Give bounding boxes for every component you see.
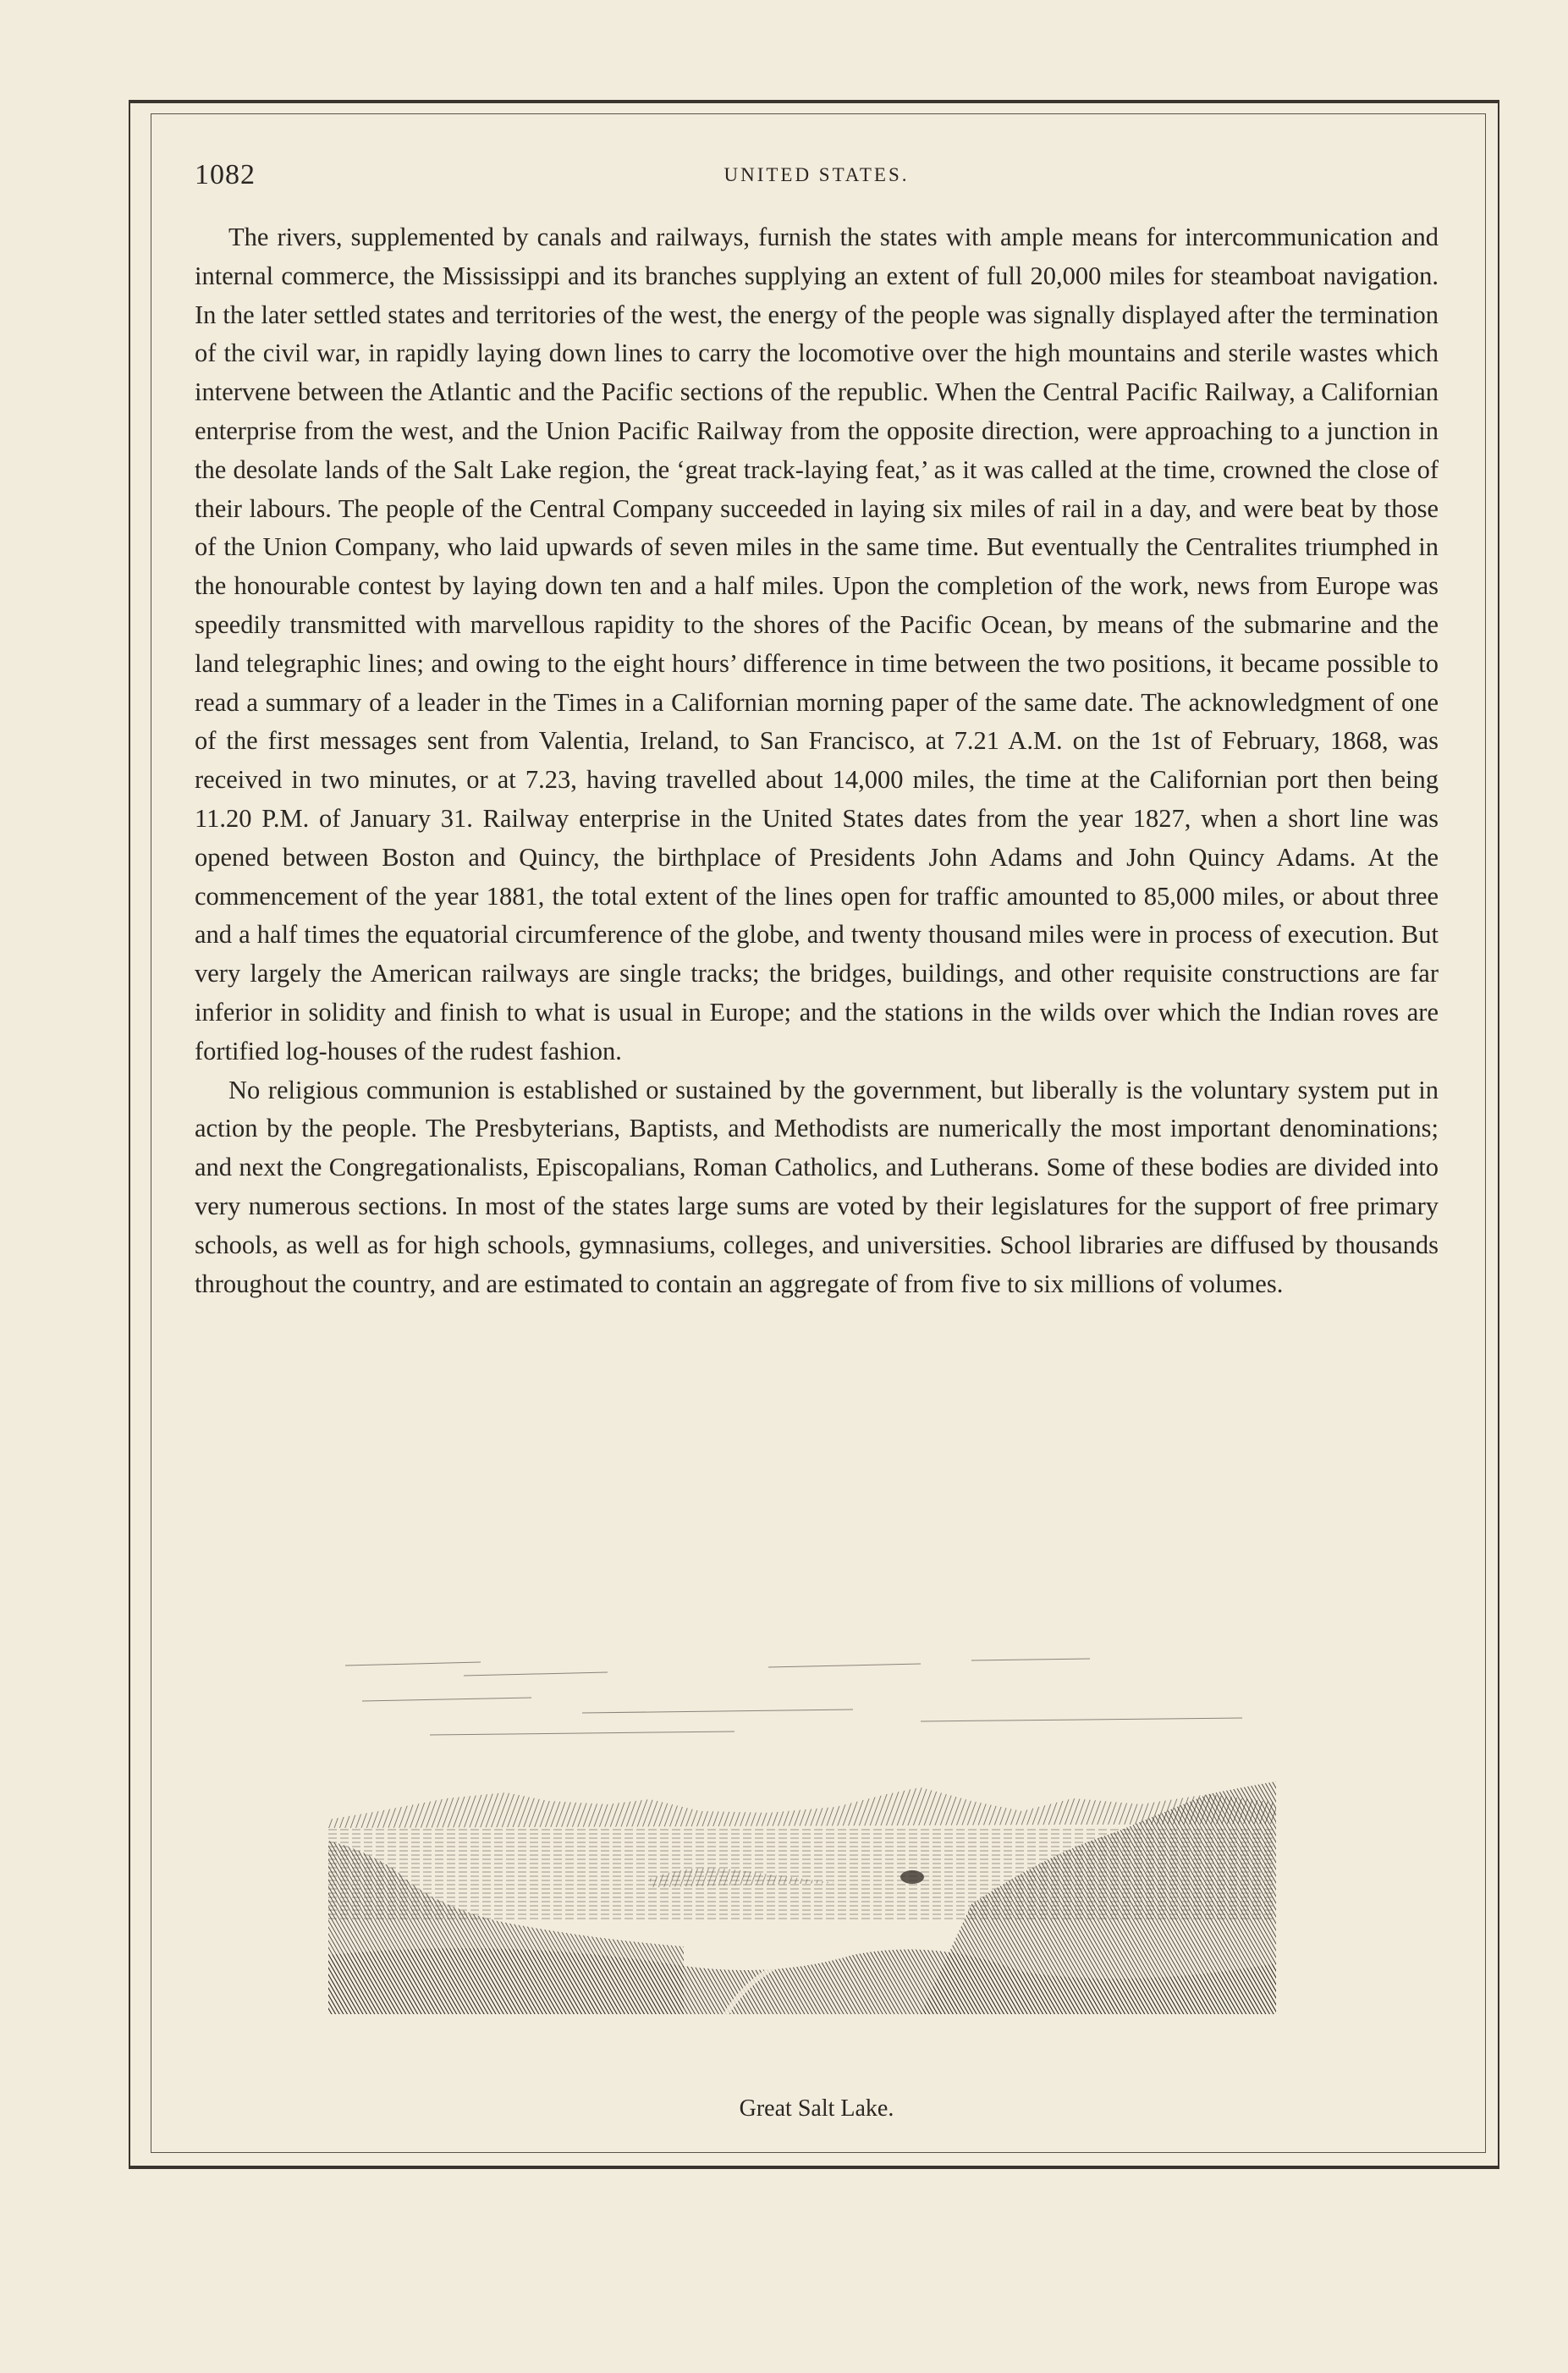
engraving-illustration <box>328 1650 1276 2014</box>
running-title: UNITED STATES. <box>723 164 910 185</box>
paragraph-railways: The rivers, supplemented by canals and railways, furnish the states with ample means for intercommunication and internal commerce, the Mississippi and its branches supplying an extent of full 20,000 miles for steamboat navigation. In the later settled states and territories of the west, the energy of the people was signally displayed after the termination of the civil war, in rapidly laying down lines to carry the locomotive over the high mountains and sterile wastes which intervene between the Atlantic and the Pacific sections of the republic. When the Central Pacific Railway, a Californian enterprise from the west, and the Union Pacific Railway from the opposite direction, were approaching to a junction in the desolate lands of the Salt Lake region, the ‘great track-laying feat,’ as it was called at the time, crowned the close of their labours. The people of the Central Company succeeded in laying six miles of rail in a day, and were beat by those of the Union Company, who laid upwards of seven miles in the same time. But eventually the Centralites triumphed in the honourable contest by laying down ten and a half miles. Upon the completion of the work, news from Europe was speedily transmitted with marvellous rapidity to the shores of the Pacific Ocean, by means of the submarine and the land telegraphic lines; and owing to the eight hours’ difference in time between the two positions, it became possible to read a summary of a leader in the Times in a Californian morning paper of the same date. The acknowledgment of one of the first messages sent from Valentia, Ireland, to San Francisco, at 7.21 A.M. on the 1st of February, 1868, was received in two minutes, or at 7.23, having travelled about 14,000 miles, the time at the Californian port then being 11.20 P.M. of January 31. Railway enterprise in the United States dates from the year 1827, when a short line was opened between Boston and Quincy, the birthplace of Presidents John Adams and John Quincy Adams. At the commencement of the year 1881, the total extent of the lines open for traffic amounted to 85,000 miles, or about three and a half times the equatorial circumference of the globe, and twenty thousand miles were in process of execution. But very largely the American railways are single tracks; the bridges, buildings, and other requisite constructions are far inferior in solidity and finish to what is usual in Europe; and the stations in the wilds over which the Indian roves are fortified log-houses of the rudest fashion. <box>195 223 1439 1065</box>
distant-mountains <box>328 1787 1276 1828</box>
body-text <box>195 218 1439 1303</box>
page-header <box>195 159 1439 201</box>
sky-lines <box>345 1659 1242 1735</box>
great-salt-lake-engraving <box>328 1650 1276 2014</box>
figure-caption: Great Salt Lake. <box>739 2095 894 2122</box>
paragraph-religion-education: No religious communion is established or sustained by the government, but liberally is the voluntary system put in action by the people. The Presbyterians, Baptists, and Methodists are numerically the most important denominations; and next the Congregationalists, Episcopalians, Roman Catholics, and Lutherans. Some of these bodies are divided into very numerous sections. In most of the states large sums are voted by their legislatures for the support of free primary schools, as well as for high schools, gymnasiums, colleges, and universities. School libraries are diffused by thousands throughout the country, and are estimated to contain an aggregate of from five to six millions of volumes. <box>195 1075 1439 1298</box>
page-number: 1082 <box>195 159 256 190</box>
